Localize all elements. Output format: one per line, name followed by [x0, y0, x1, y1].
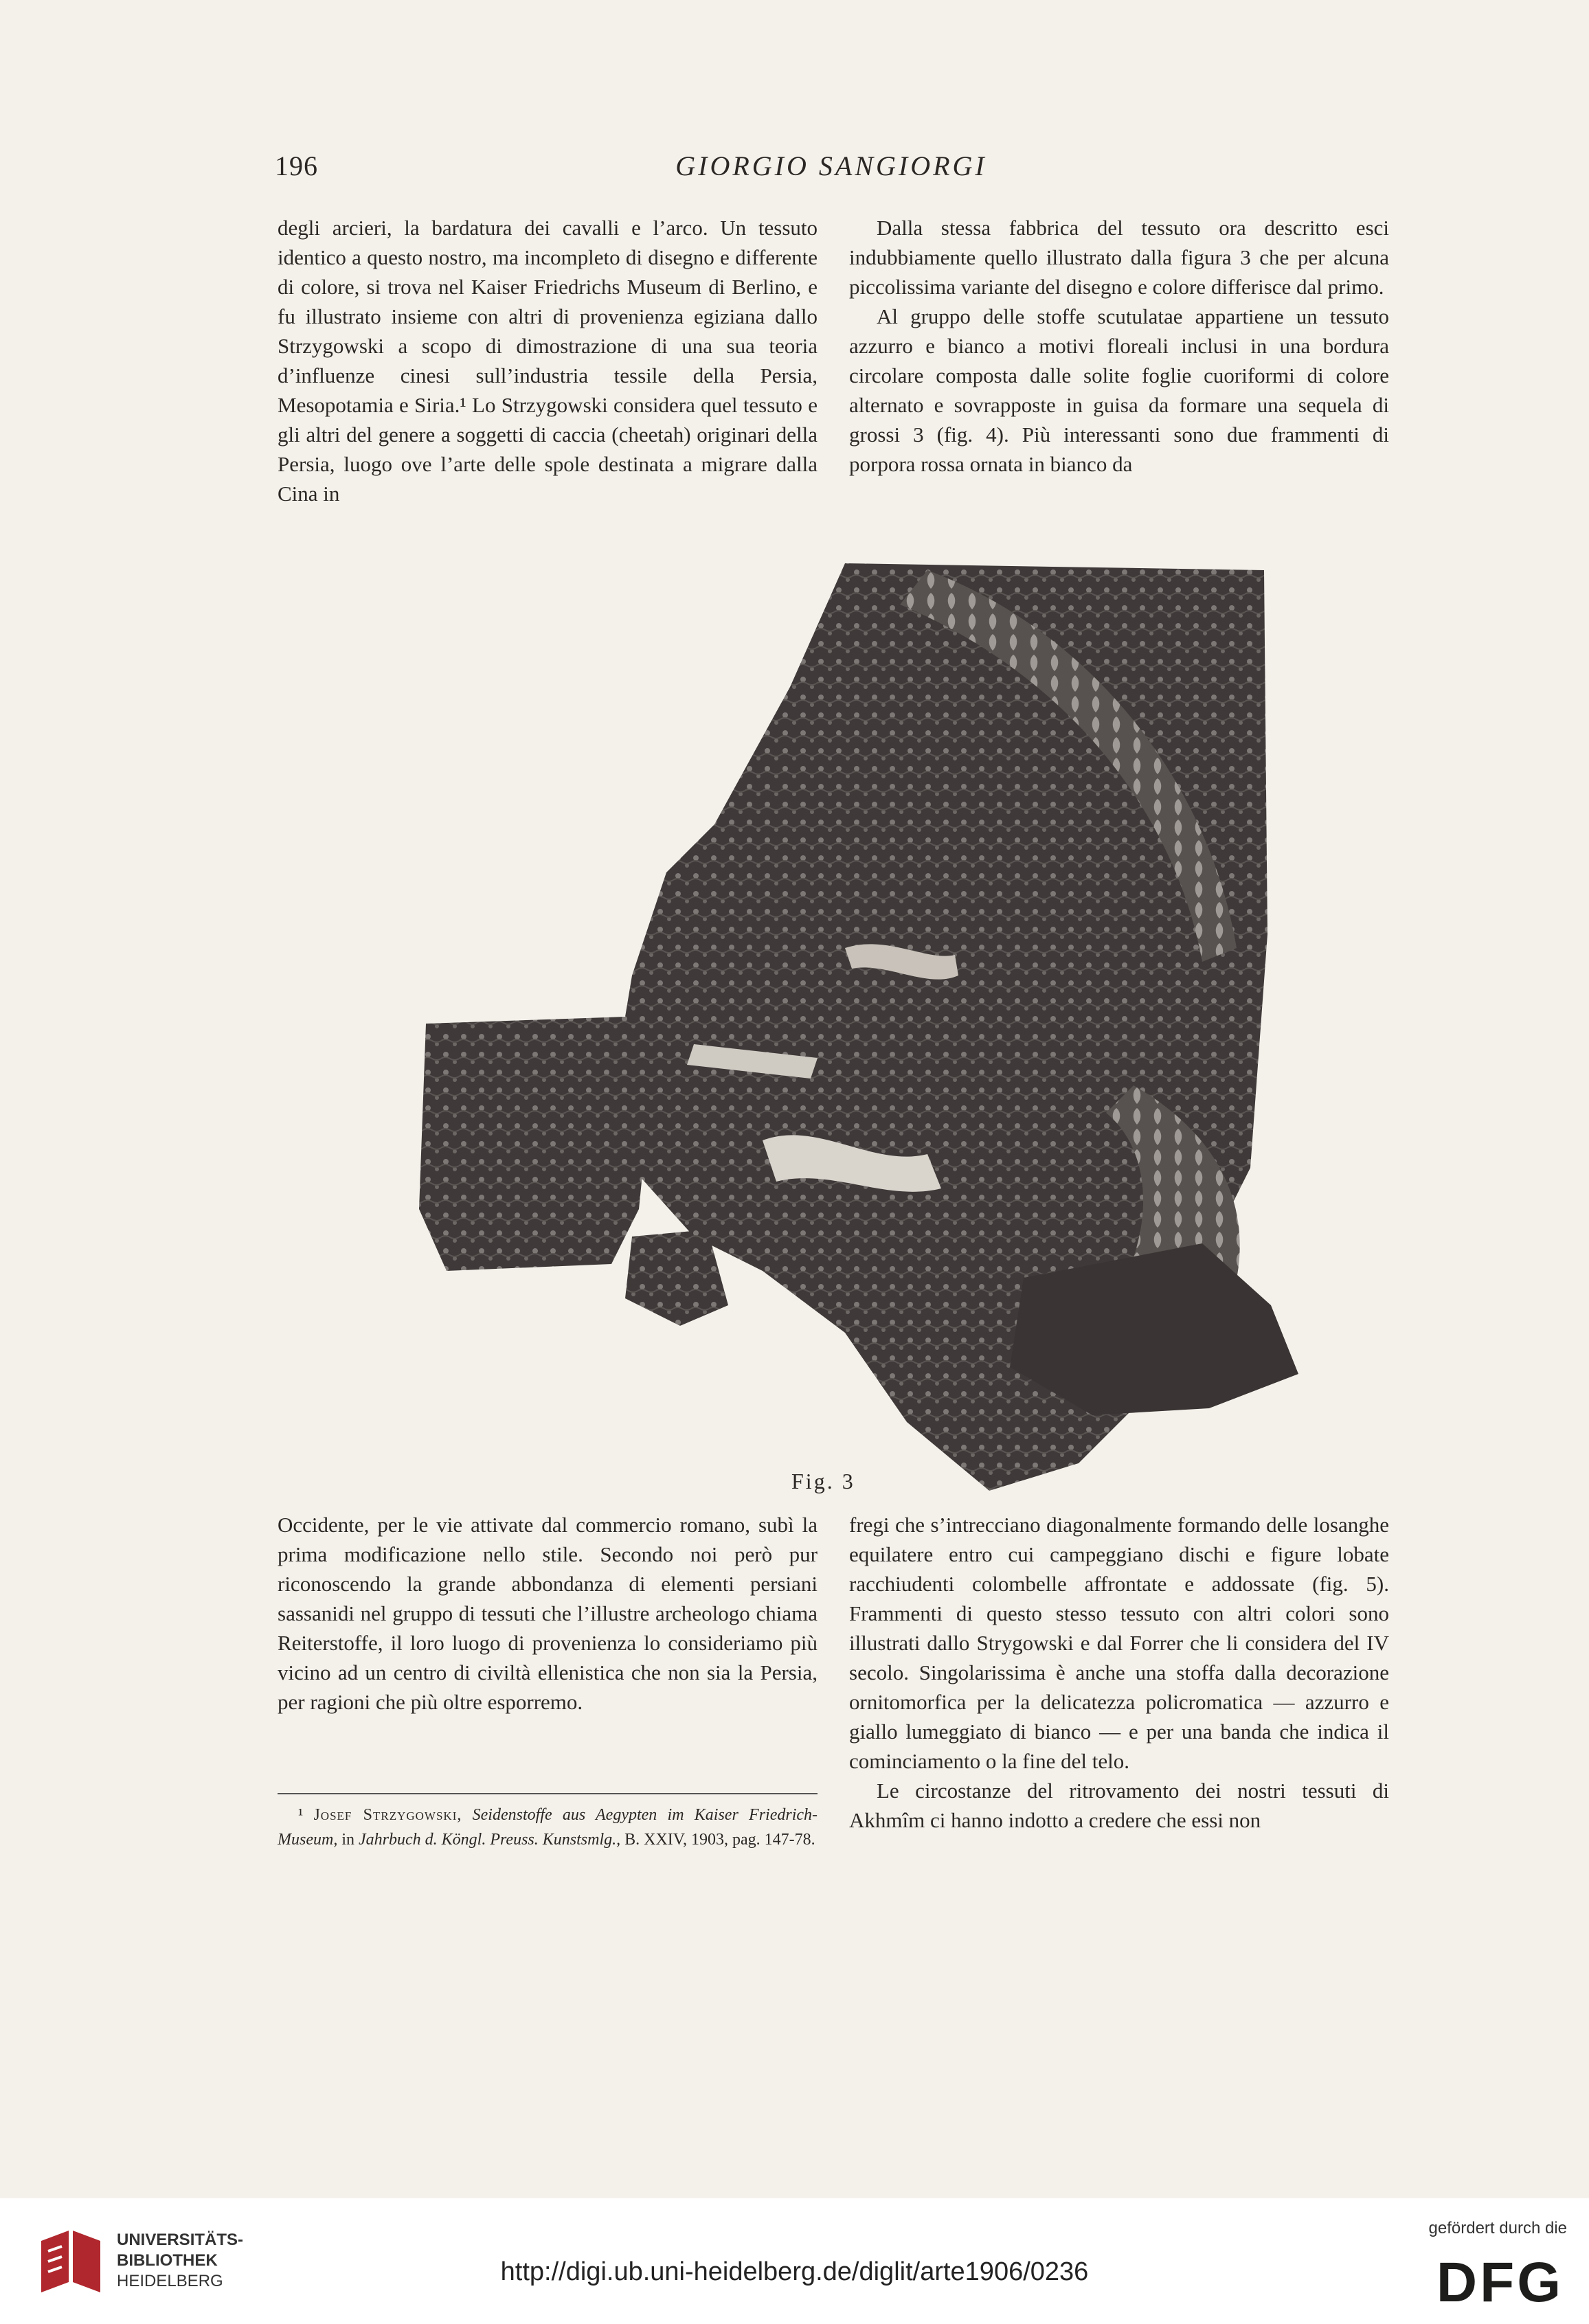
column-top-left [278, 213, 818, 508]
footnote-marker: ¹ [298, 1806, 304, 1824]
paragraph: Al gruppo delle stoffe scutulatae appartiene un tessuto azzurro e bianco a motivi floreali inclusi in una bordura circolare composta dalle solite foglie cuoriformi di colore alternato e sovrapposte in guisa da formare una sequela di grossi 3 (fig. 4). Più interessanti sono due frammenti di porpora rossa ornata in bianco da [849, 304, 1389, 476]
dfg-logo-icon [1409, 2248, 1567, 2310]
textile-fragment-photo [405, 550, 1298, 1511]
running-title: GIORGIO SANGIORGI [675, 150, 987, 181]
page-number: 196 [275, 150, 318, 181]
university-library-name: UNIVERSITÄTS- BIBLIOTHEK HEIDELBERG [117, 2231, 244, 2290]
paragraph: Le circostanze del ritrovamento dei nostri tessuti di Akhmîm ci hanno indotto a credere che essi non [849, 1779, 1389, 1832]
paragraph: Dalla stessa fabbrica del tessuto ora descritto esci indubbiamente quello illustrato dalla figura 3 che per alcuna piccolissima variante del disegno e colore differisce dal primo. [849, 216, 1389, 299]
paragraph: fregi che s’intrecciano diagonalmente formando delle losanghe equilatere entro cui campeggiano dischi e figure lobate racchiudenti colombelle affrontate e addossate (fig. 5). Frammenti di questo stesso tessuto con altri colori sono illustrati dallo Strygowski e dal Forrer che li considera del IV secolo. Singolarissima è anche una stoffa dalla decorazione ornitomorfica per la delicatezza policromatica — azzurro e giallo lumeggiato di bianco — e per una banda che indica il cominciamento o la fine del telo. [849, 1513, 1389, 1773]
footnote [278, 1803, 818, 1852]
paragraph: Occidente, per le vie attivate dal commercio romano, subì la prima modificazione nello stile. Secondo noi però pur riconoscendo la grande abbondanza di elementi persiani sassanidi nel gruppo di tessuti che l’illustre archeologo chiama Reiterstoffe, il loro luogo di provenienza lo consideriamo più vicino ad un centro di civiltà ellenistica che non sia la Persia, per ragioni che più oltre esporremo. [278, 1513, 818, 1714]
column-bottom-right [849, 1510, 1389, 1835]
svg-text:DFG: DFG [1436, 2251, 1564, 2310]
footnote-journal: Jahrbuch d. Köngl. Preuss. Kunstsmlg., [359, 1831, 621, 1849]
footnote-rule [278, 1793, 818, 1794]
column-bottom-left [278, 1510, 818, 1717]
figure-caption: Fig. 3 [791, 1469, 855, 1493]
textile-left-piece [419, 1017, 653, 1271]
paragraph: degli arcieri, la bardatura dei cavalli e l’arco. Un tessuto identico a questo nostro, ma incompleto di disegno e differente di colore, si trova nel Kaiser Friedrichs Museum di Berlino, e fu illustrato insieme con altri di provenienza egiziana dallo Strzygowski a scopo di dimostrazione di una sua teoria d’influenze cinesi sull’industria tessile della Persia, Mesopotamia e Siria.¹ Lo Strzygowski considera quel tessuto e gli altri del genere a soggetti di caccia (cheetah) originari della Persia, luogo ove l’arte delle spole destinata a migrare dalla Cina in [278, 216, 818, 506]
footnote-author: Josef Strzygowski, [313, 1806, 462, 1824]
viewer-footer [0, 2198, 1589, 2324]
funded-by-label: gefördert durch die [1428, 2219, 1567, 2237]
running-head [275, 150, 1388, 191]
permalink-url[interactable]: http://digi.ub.uni-heidelberg.de/diglit/arte1906/0236 [500, 2257, 1089, 2286]
footnote-in: in [341, 1831, 354, 1849]
footnote-tail: B. XXIV, 1903, pag. 147-78. [624, 1831, 815, 1849]
column-top-right [849, 213, 1389, 479]
footnote-title: Seidenstoffe aus Aegypten im Kaiser Friedrich-Museum, [278, 1806, 818, 1849]
